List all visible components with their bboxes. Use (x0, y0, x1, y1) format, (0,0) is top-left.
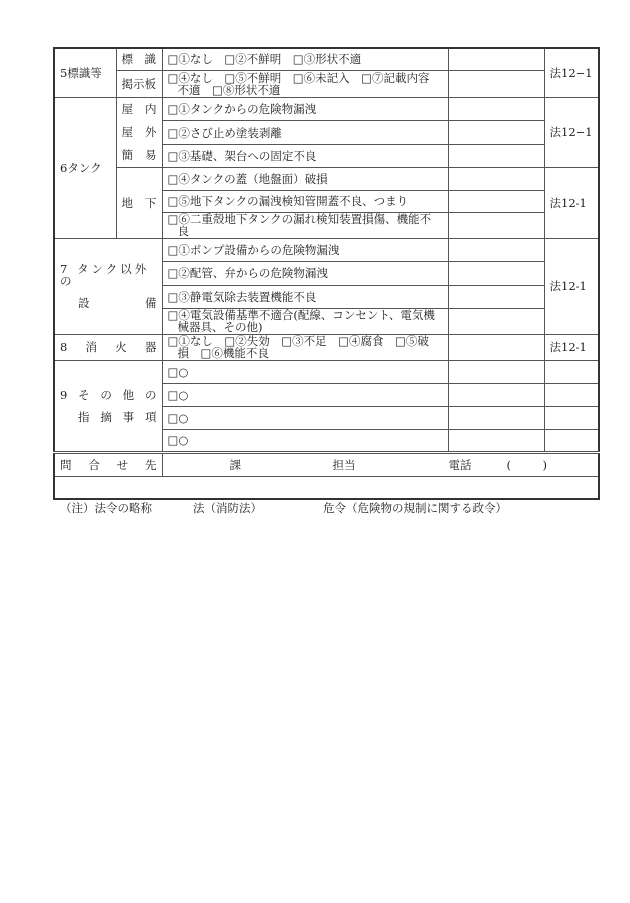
sub-label: 標 識 (116, 48, 162, 70)
section-label-ka: 課 (229, 457, 241, 472)
contact-label: 問 合 せ 先 (54, 452, 162, 476)
note-cell[interactable] (448, 308, 544, 334)
note-cell[interactable] (448, 70, 544, 97)
note-cell[interactable] (448, 48, 544, 70)
check-item[interactable]: □○ (162, 383, 448, 406)
blank-row[interactable] (54, 476, 599, 499)
note-cell[interactable] (448, 285, 544, 308)
check-item[interactable]: □①タンクからの危険物漏洩 (162, 97, 448, 121)
person-label: 担当 (332, 457, 356, 472)
check-item[interactable]: □○ (162, 360, 448, 383)
check-item[interactable]: □②配管、弁からの危険物漏洩 (162, 261, 448, 285)
note-cell[interactable] (448, 429, 544, 452)
check-item[interactable]: □③基礎、架台への固定不良 (162, 144, 448, 167)
check-item[interactable]: □○ (162, 406, 448, 429)
table-row (54, 97, 599, 121)
table-row (54, 70, 599, 97)
law-reference: 法12-1 (544, 238, 599, 334)
law-cell[interactable] (544, 406, 599, 429)
sub-label: 掲示板 (116, 70, 162, 97)
check-item[interactable]: □○ (162, 429, 448, 452)
footnote: （注）法令の略称 法（消防法） 危令（危険物の規制に関する政令） (60, 501, 507, 515)
note-cell[interactable] (448, 97, 544, 121)
check-item[interactable]: □④なし □⑤不鮮明 □⑥未記入 □⑦記載内容 不適 □⑧形状不適 (162, 70, 448, 97)
check-item[interactable]: □①なし □②失効 □③不足 □④腐食 □⑤破 損 □⑥機能不良 (162, 334, 448, 360)
phone-label: 電話 (448, 457, 472, 472)
law-reference: 法12-1 (544, 334, 599, 360)
law-reference: 法12-1 (544, 167, 599, 238)
law-cell[interactable] (544, 429, 599, 452)
section-label: 9 そ の 他 の 指 摘 事 項 (54, 360, 162, 452)
note-cell[interactable] (448, 190, 544, 212)
note-cell[interactable] (448, 212, 544, 238)
law-cell[interactable] (544, 360, 599, 383)
section-label: 8 消 火 器 (54, 334, 162, 360)
note-cell[interactable] (448, 238, 544, 261)
note-cell[interactable] (448, 121, 544, 145)
check-item[interactable]: □③静電気除去装置機能不良 (162, 285, 448, 308)
sub-label-group: 屋 内 屋 外 簡 易 (116, 97, 162, 167)
note-cell[interactable] (448, 406, 544, 429)
note-cell[interactable] (448, 360, 544, 383)
check-item[interactable]: □⑥二重殻地下タンクの漏れ検知装置損傷、機能不 良 (162, 212, 448, 238)
note-cell[interactable] (448, 261, 544, 285)
check-item[interactable]: □④タンクの蓋（地盤面）破損 (162, 167, 448, 190)
check-item[interactable]: □④電気設備基準不適合(配線、コンセント、電気機 械器具、その他) (162, 308, 448, 334)
check-item[interactable]: □①ポンプ設備からの危険物漏洩 (162, 238, 448, 261)
law-cell[interactable] (544, 383, 599, 406)
note-cell[interactable] (448, 144, 544, 167)
note-cell[interactable] (448, 334, 544, 360)
sub-label: 地 下 (116, 167, 162, 238)
table-row (54, 48, 599, 70)
check-item[interactable]: □⑤地下タンクの漏洩検知管開蓋不良、つまり (162, 190, 448, 212)
note-cell[interactable] (448, 167, 544, 190)
note-cell[interactable] (448, 383, 544, 406)
section-label: 7 タンク以外の 設 備 (54, 238, 162, 334)
law-reference: 法12−1 (544, 48, 599, 97)
contact-info[interactable]: 課 担当 電話 ( ) (162, 452, 599, 476)
section-label: 6タンク (54, 97, 116, 238)
law-reference: 法12−1 (544, 97, 599, 167)
check-item[interactable]: □①なし □②不鮮明 □③形状不適 (162, 48, 448, 70)
check-item[interactable]: □②さび止め塗装剥離 (162, 121, 448, 145)
inspection-form-table (53, 47, 600, 500)
section-label: 5標識等 (54, 48, 116, 97)
